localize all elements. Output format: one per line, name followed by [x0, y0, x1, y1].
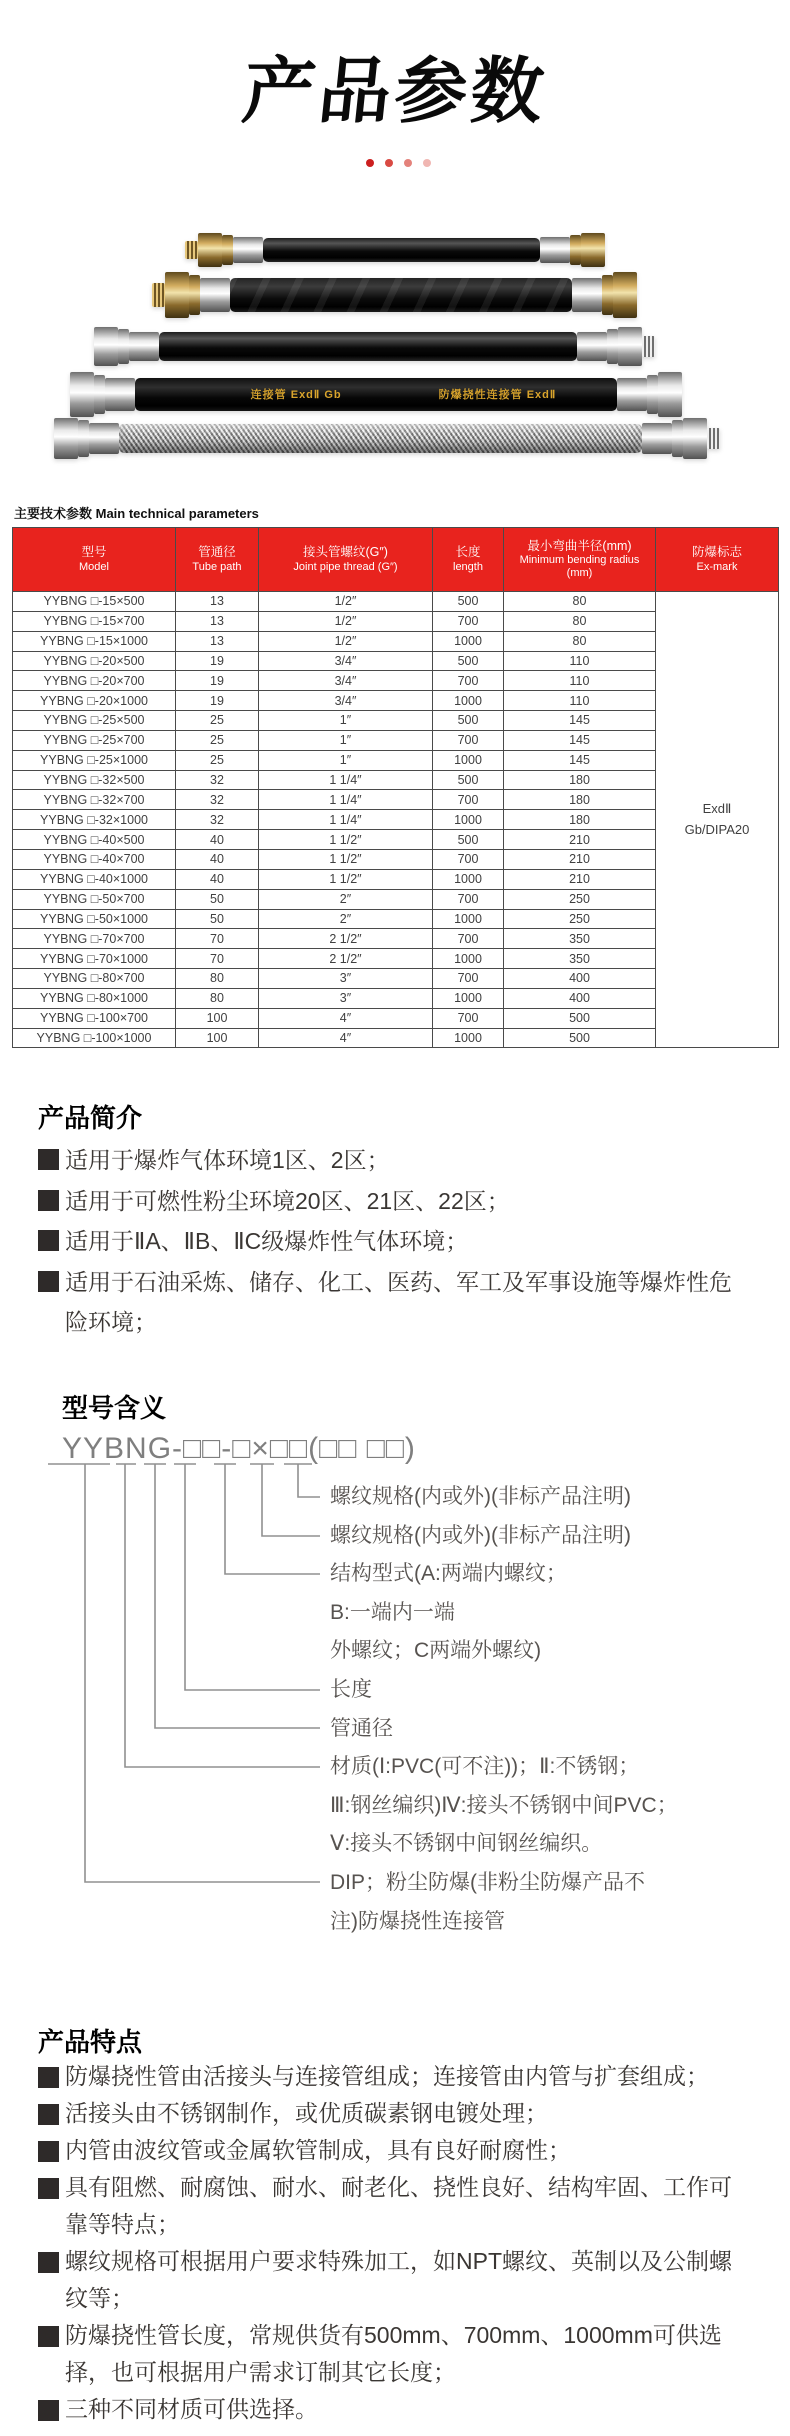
cell-length: 700 — [433, 849, 504, 869]
cell-model: YYBNG □-20×700 — [13, 671, 176, 691]
hose-fitting-icon — [185, 233, 263, 267]
cell-thread: 1/2″ — [259, 592, 433, 612]
cell-bend-radius: 180 — [504, 790, 656, 810]
ex-mark-cell: ExdⅡ Gb/DIPA20 — [656, 592, 779, 1048]
cell-model: YYBNG □-32×700 — [13, 790, 176, 810]
cell-thread: 3″ — [259, 988, 433, 1008]
cell-thread: 1 1/2″ — [259, 830, 433, 850]
cell-model: YYBNG □-50×1000 — [13, 909, 176, 929]
feature-bullet-list — [38, 2058, 752, 2428]
cell-bend-radius: 350 — [504, 929, 656, 949]
cell-tube-path: 40 — [176, 869, 259, 889]
cell-thread: 1″ — [259, 750, 433, 770]
hose-fitting-icon — [152, 272, 230, 318]
cell-bend-radius: 400 — [504, 988, 656, 1008]
col-header-length: 长度 length — [433, 528, 504, 592]
table-row — [13, 592, 779, 612]
cell-bend-radius: 145 — [504, 750, 656, 770]
cell-model: YYBNG □-40×500 — [13, 830, 176, 850]
cell-tube-path: 19 — [176, 691, 259, 711]
tech-params-note: 主要技术参数 Main technical parameters — [14, 506, 259, 521]
model-meaning-heading: 型号含义 — [62, 1393, 167, 1423]
cell-tube-path: 32 — [176, 770, 259, 790]
col-header-tube-path: 管通径 Tube path — [176, 528, 259, 592]
cell-model: YYBNG □-50×700 — [13, 889, 176, 909]
page-title: 产品参数 — [238, 52, 552, 132]
cell-thread: 2 1/2″ — [259, 949, 433, 969]
dots-decoration — [366, 159, 431, 167]
cell-tube-path: 13 — [176, 592, 259, 612]
model-label: 长度 — [330, 1677, 372, 1701]
intro-bullet: 适用于ⅡA、ⅡB、ⅡC级爆炸性气体环境； — [38, 1221, 752, 1262]
model-label: 材质(Ⅰ:PVC(可不注))；Ⅱ:不锈钢； — [330, 1755, 640, 1779]
cell-thread: 3/4″ — [259, 671, 433, 691]
cell-bend-radius: 80 — [504, 592, 656, 612]
hose-image-5 — [54, 418, 720, 459]
col-header-bend-radius: 最小弯曲半径(mm) Minimum bending radius (mm) — [504, 528, 656, 592]
cell-bend-radius: 180 — [504, 770, 656, 790]
cell-tube-path: 70 — [176, 929, 259, 949]
cell-length: 1000 — [433, 691, 504, 711]
cell-model: YYBNG □-100×1000 — [13, 1028, 176, 1048]
cell-thread: 3/4″ — [259, 691, 433, 711]
cell-length: 700 — [433, 889, 504, 909]
cell-tube-path: 40 — [176, 849, 259, 869]
cell-model: YYBNG □-80×700 — [13, 969, 176, 989]
cell-bend-radius: 110 — [504, 651, 656, 671]
cell-length: 500 — [433, 770, 504, 790]
cell-length: 500 — [433, 830, 504, 850]
feature-bullet: 螺纹规格可根据用户要求特殊加工，如NPT螺纹、英制以及公制螺纹等； — [38, 2243, 752, 2317]
model-label: Ⅲ:钢丝编织)Ⅳ:接头不锈钢中间PVC； — [330, 1793, 678, 1817]
model-label: 外螺纹；C两端外螺纹) — [330, 1639, 542, 1663]
hose-tube — [119, 424, 642, 454]
model-label: 结构型式(A:两端内螺纹； — [330, 1562, 567, 1586]
model-label: 螺纹规格(内或外)(非标产品注明) — [330, 1523, 631, 1547]
cell-model: YYBNG □-25×1000 — [13, 750, 176, 770]
cell-length: 700 — [433, 969, 504, 989]
col-header-ex-mark: 防爆标志 Ex-mark — [656, 528, 779, 592]
hose-fitting-icon — [577, 327, 655, 366]
cell-tube-path: 19 — [176, 671, 259, 691]
cell-thread: 4″ — [259, 1028, 433, 1048]
cell-tube-path: 80 — [176, 969, 259, 989]
cell-model: YYBNG □-15×500 — [13, 592, 176, 612]
hose-image-3 — [94, 327, 655, 366]
cell-tube-path: 25 — [176, 711, 259, 731]
feature-bullet: 内管由波纹管或金属软管制成，具有良好耐腐性； — [38, 2132, 752, 2169]
cell-model: YYBNG □-15×700 — [13, 611, 176, 631]
cell-length: 1000 — [433, 1028, 504, 1048]
col-header-model: 型号 Model — [13, 528, 176, 592]
dot-icon — [423, 159, 431, 167]
cell-model: YYBNG □-25×700 — [13, 730, 176, 750]
cell-bend-radius: 80 — [504, 611, 656, 631]
cell-tube-path: 70 — [176, 949, 259, 969]
cell-thread: 3/4″ — [259, 651, 433, 671]
hose-image-4 — [70, 372, 682, 417]
cell-model: YYBNG □-25×500 — [13, 711, 176, 731]
cell-thread: 2 1/2″ — [259, 929, 433, 949]
feature-bullet: 活接头由不锈钢制作，或优质碳素钢电镀处理； — [38, 2095, 752, 2132]
feature-bullet: 防爆挠性管长度，常规供货有500mm、700mm、1000mm可供选择，也可根据用户需求订制其它长度； — [38, 2317, 752, 2391]
intro-heading: 产品简介 — [38, 1103, 143, 1133]
cell-tube-path: 50 — [176, 889, 259, 909]
cell-length: 1000 — [433, 750, 504, 770]
cell-length: 700 — [433, 671, 504, 691]
hose-fitting-icon — [70, 372, 135, 417]
cell-thread: 2″ — [259, 909, 433, 929]
cell-bend-radius: 400 — [504, 969, 656, 989]
spec-table-body — [13, 592, 779, 1048]
cell-tube-path: 40 — [176, 830, 259, 850]
cell-model: YYBNG □-100×700 — [13, 1008, 176, 1028]
cell-model: YYBNG □-32×1000 — [13, 810, 176, 830]
hose-print-left: 连接管 ExdⅡ Gb — [250, 389, 342, 402]
cell-tube-path: 50 — [176, 909, 259, 929]
intro-bullet: 适用于石油采炼、储存、化工、医药、军工及军事设施等爆炸性危险环境； — [38, 1262, 752, 1343]
cell-tube-path: 32 — [176, 810, 259, 830]
cell-thread: 2″ — [259, 889, 433, 909]
feature-bullet: 三种不同材质可供选择。 — [38, 2391, 752, 2428]
feature-bullet: 防爆挠性管由活接头与连接管组成；连接管由内管与扩套组成； — [38, 2058, 752, 2095]
cell-length: 1000 — [433, 988, 504, 1008]
model-code: YYBNG-□□-□×□□(□□ □□) — [62, 1432, 416, 1465]
cell-length: 700 — [433, 730, 504, 750]
cell-length: 500 — [433, 711, 504, 731]
model-label: Ⅴ:接头不锈钢中间钢丝编织。 — [330, 1832, 603, 1856]
cell-thread: 3″ — [259, 969, 433, 989]
model-label: B:一端内一端 — [330, 1600, 455, 1624]
cell-thread: 1 1/4″ — [259, 770, 433, 790]
cell-model: YYBNG □-40×700 — [13, 849, 176, 869]
cell-thread: 1″ — [259, 730, 433, 750]
cell-bend-radius: 145 — [504, 730, 656, 750]
cell-model: YYBNG □-70×700 — [13, 929, 176, 949]
cell-model: YYBNG □-32×500 — [13, 770, 176, 790]
cell-length: 1000 — [433, 631, 504, 651]
hose-fitting-icon — [54, 418, 119, 459]
cell-tube-path: 100 — [176, 1028, 259, 1048]
cell-thread: 1 1/4″ — [259, 810, 433, 830]
col-header-thread: 接头管螺纹(G″) Joint pipe thread (G″) — [259, 528, 433, 592]
cell-thread: 1/2″ — [259, 611, 433, 631]
cell-tube-path: 25 — [176, 750, 259, 770]
dot-icon — [404, 159, 412, 167]
cell-bend-radius: 210 — [504, 849, 656, 869]
cell-length: 1000 — [433, 810, 504, 830]
cell-thread: 1 1/2″ — [259, 849, 433, 869]
hose-tube — [263, 238, 540, 262]
cell-bend-radius: 350 — [504, 949, 656, 969]
hose-fitting-icon — [617, 372, 682, 417]
cell-bend-radius: 110 — [504, 671, 656, 691]
spec-table-header — [13, 528, 779, 592]
cell-length: 1000 — [433, 909, 504, 929]
cell-tube-path: 13 — [176, 611, 259, 631]
dot-icon — [366, 159, 374, 167]
cell-tube-path: 25 — [176, 730, 259, 750]
hose-fitting-icon — [94, 327, 159, 366]
cell-model: YYBNG □-15×1000 — [13, 631, 176, 651]
hose-fitting-icon — [642, 418, 720, 459]
spec-table — [12, 527, 779, 1048]
cell-length: 500 — [433, 651, 504, 671]
cell-bend-radius: 500 — [504, 1008, 656, 1028]
cell-tube-path: 80 — [176, 988, 259, 1008]
model-label: DIP；粉尘防爆(非粉尘防爆产品不 — [330, 1870, 645, 1894]
cell-length: 700 — [433, 790, 504, 810]
dot-icon — [385, 159, 393, 167]
cell-tube-path: 32 — [176, 790, 259, 810]
intro-bullet: 适用于可燃性粉尘环境20区、21区、22区； — [38, 1181, 752, 1222]
cell-bend-radius: 250 — [504, 909, 656, 929]
features-heading: 产品特点 — [38, 2027, 143, 2057]
model-label: 管通径 — [330, 1716, 393, 1740]
cell-model: YYBNG □-80×1000 — [13, 988, 176, 1008]
cell-bend-radius: 110 — [504, 691, 656, 711]
cell-model: YYBNG □-20×500 — [13, 651, 176, 671]
cell-length: 700 — [433, 1008, 504, 1028]
cell-thread: 1 1/2″ — [259, 869, 433, 889]
hose-tube — [135, 378, 617, 410]
cell-bend-radius: 180 — [504, 810, 656, 830]
cell-bend-radius: 500 — [504, 1028, 656, 1048]
cell-model: YYBNG □-40×1000 — [13, 869, 176, 889]
hose-print-right: 防爆挠性连接管 ExdⅡ — [438, 389, 557, 402]
cell-tube-path: 100 — [176, 1008, 259, 1028]
cell-length: 1000 — [433, 949, 504, 969]
cell-model: YYBNG □-70×1000 — [13, 949, 176, 969]
cell-bend-radius: 210 — [504, 869, 656, 889]
hose-tube — [230, 278, 572, 311]
cell-tube-path: 19 — [176, 651, 259, 671]
cell-model: YYBNG □-20×1000 — [13, 691, 176, 711]
hose-image-2 — [152, 272, 637, 318]
cell-thread: 1″ — [259, 711, 433, 731]
cell-length: 700 — [433, 611, 504, 631]
cell-thread: 1/2″ — [259, 631, 433, 651]
cell-bend-radius: 80 — [504, 631, 656, 651]
model-label: 螺纹规格(内或外)(非标产品注明) — [330, 1485, 631, 1508]
feature-bullet: 具有阻燃、耐腐蚀、耐水、耐老化、挠性良好、结构牢固、工作可靠等特点； — [38, 2169, 752, 2243]
cell-tube-path: 13 — [176, 631, 259, 651]
hose-fitting-icon — [540, 233, 605, 267]
hose-fitting-icon — [572, 272, 637, 318]
cell-thread: 1 1/4″ — [259, 790, 433, 810]
cell-length: 700 — [433, 929, 504, 949]
cell-thread: 4″ — [259, 1008, 433, 1028]
cell-bend-radius: 145 — [504, 711, 656, 731]
hose-tube — [159, 332, 577, 360]
intro-bullet: 适用于爆炸气体环境1区、2区； — [38, 1140, 752, 1181]
cell-bend-radius: 250 — [504, 889, 656, 909]
model-label-list — [330, 1478, 782, 1941]
cell-length: 500 — [433, 592, 504, 612]
hose-image-1 — [185, 233, 605, 267]
cell-bend-radius: 210 — [504, 830, 656, 850]
model-label: 注)防爆挠性连接管 — [330, 1909, 505, 1933]
cell-length: 1000 — [433, 869, 504, 889]
intro-bullet-list — [38, 1140, 752, 1343]
